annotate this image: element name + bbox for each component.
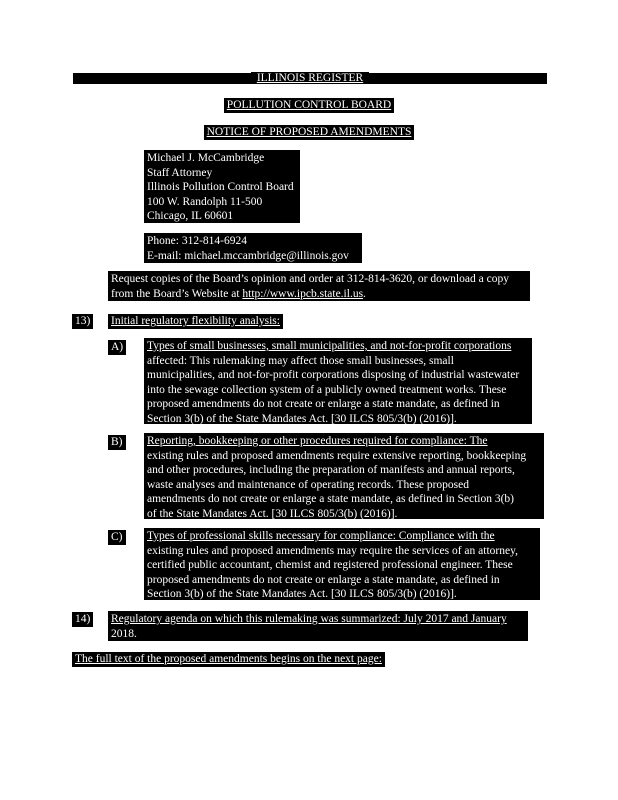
contact-address-1: 100 W. Randolph 11-500 bbox=[147, 195, 263, 208]
item-a-letter: A) bbox=[108, 340, 126, 355]
request-copies: Request copies of the Board’s opinion and order at 312-814-3620, or download a copy from the Board’s Website at http://www.ipcb.state.il.us. bbox=[108, 271, 530, 301]
section-13-heading: Initial regulatory flexibility analysis: bbox=[108, 314, 283, 329]
section-13-number: 13) bbox=[72, 314, 93, 329]
contact-phone: Phone: 312-814-6924 bbox=[147, 235, 247, 247]
item-c-letter: C) bbox=[108, 530, 126, 545]
item-b-text: Reporting, bookkeeping or other procedures required for compliance: The existing rules and proposed amendments require extensive reporting, bookkeeping and other procedures, including the preparation of manifests and annual reports, waste analyses and maintenance of operating records. These proposed amendments do not create or enlarge a state mandate, as defined in Section 3(b) of the State Mandates Act. [30 ILCS 805/3(b) (2016)]. bbox=[144, 433, 544, 519]
contact-title: Staff Attorney bbox=[147, 166, 213, 179]
section-14-number: 14) bbox=[72, 612, 93, 627]
contact-phone-email bbox=[144, 233, 362, 263]
contact-org: Illinois Pollution Control Board bbox=[147, 181, 294, 193]
board-website-link[interactable]: http://www.ipcb.state.il.us bbox=[242, 287, 364, 300]
footer-note: The full text of the proposed amendments begins on the next page: bbox=[72, 652, 385, 667]
item-b-letter: B) bbox=[108, 435, 126, 450]
contact-address-2: Chicago, IL 60601 bbox=[147, 210, 234, 222]
contact-email[interactable]: E-mail: michael.mccambridge@illinois.gov bbox=[147, 249, 349, 262]
item-c-text: Types of professional skills necessary for compliance: Compliance with the existing rules and proposed amendments may require the services of an attorney, certified public accountant, chemist and registered professional engineer. These proposed amendments do not create or enlarge a state mandate, as defined in Section 3(b) of the State Mandates Act. [30 ILCS 805/3(b) (2016)]. bbox=[144, 528, 540, 600]
item-a-text: Types of small businesses, small municipalities, and not-for-profit corporations affected: This rulemaking may affect those small businesses, small municipalities, and not-for-profit corporations disposing of industrial wastewater into the sewage collection system of a publicly owned treatment works. These proposed amendments do not create or enlarge a state mandate, as defined in Section 3(b) of the State Mandates Act. [30 ILCS 805/3(b) (2016)]. bbox=[144, 338, 532, 424]
board-title: POLLUTION CONTROL BOARD bbox=[0, 98, 618, 113]
contact-block bbox=[144, 150, 300, 223]
notice-title: NOTICE OF PROPOSED AMENDMENTS bbox=[0, 125, 618, 140]
section-14-text: Regulatory agenda on which this rulemaking was summarized: July 2017 and January 2018. bbox=[108, 611, 528, 641]
register-title: ILLINOIS REGISTER bbox=[73, 71, 547, 86]
contact-name: Michael J. McCambridge bbox=[147, 152, 265, 164]
